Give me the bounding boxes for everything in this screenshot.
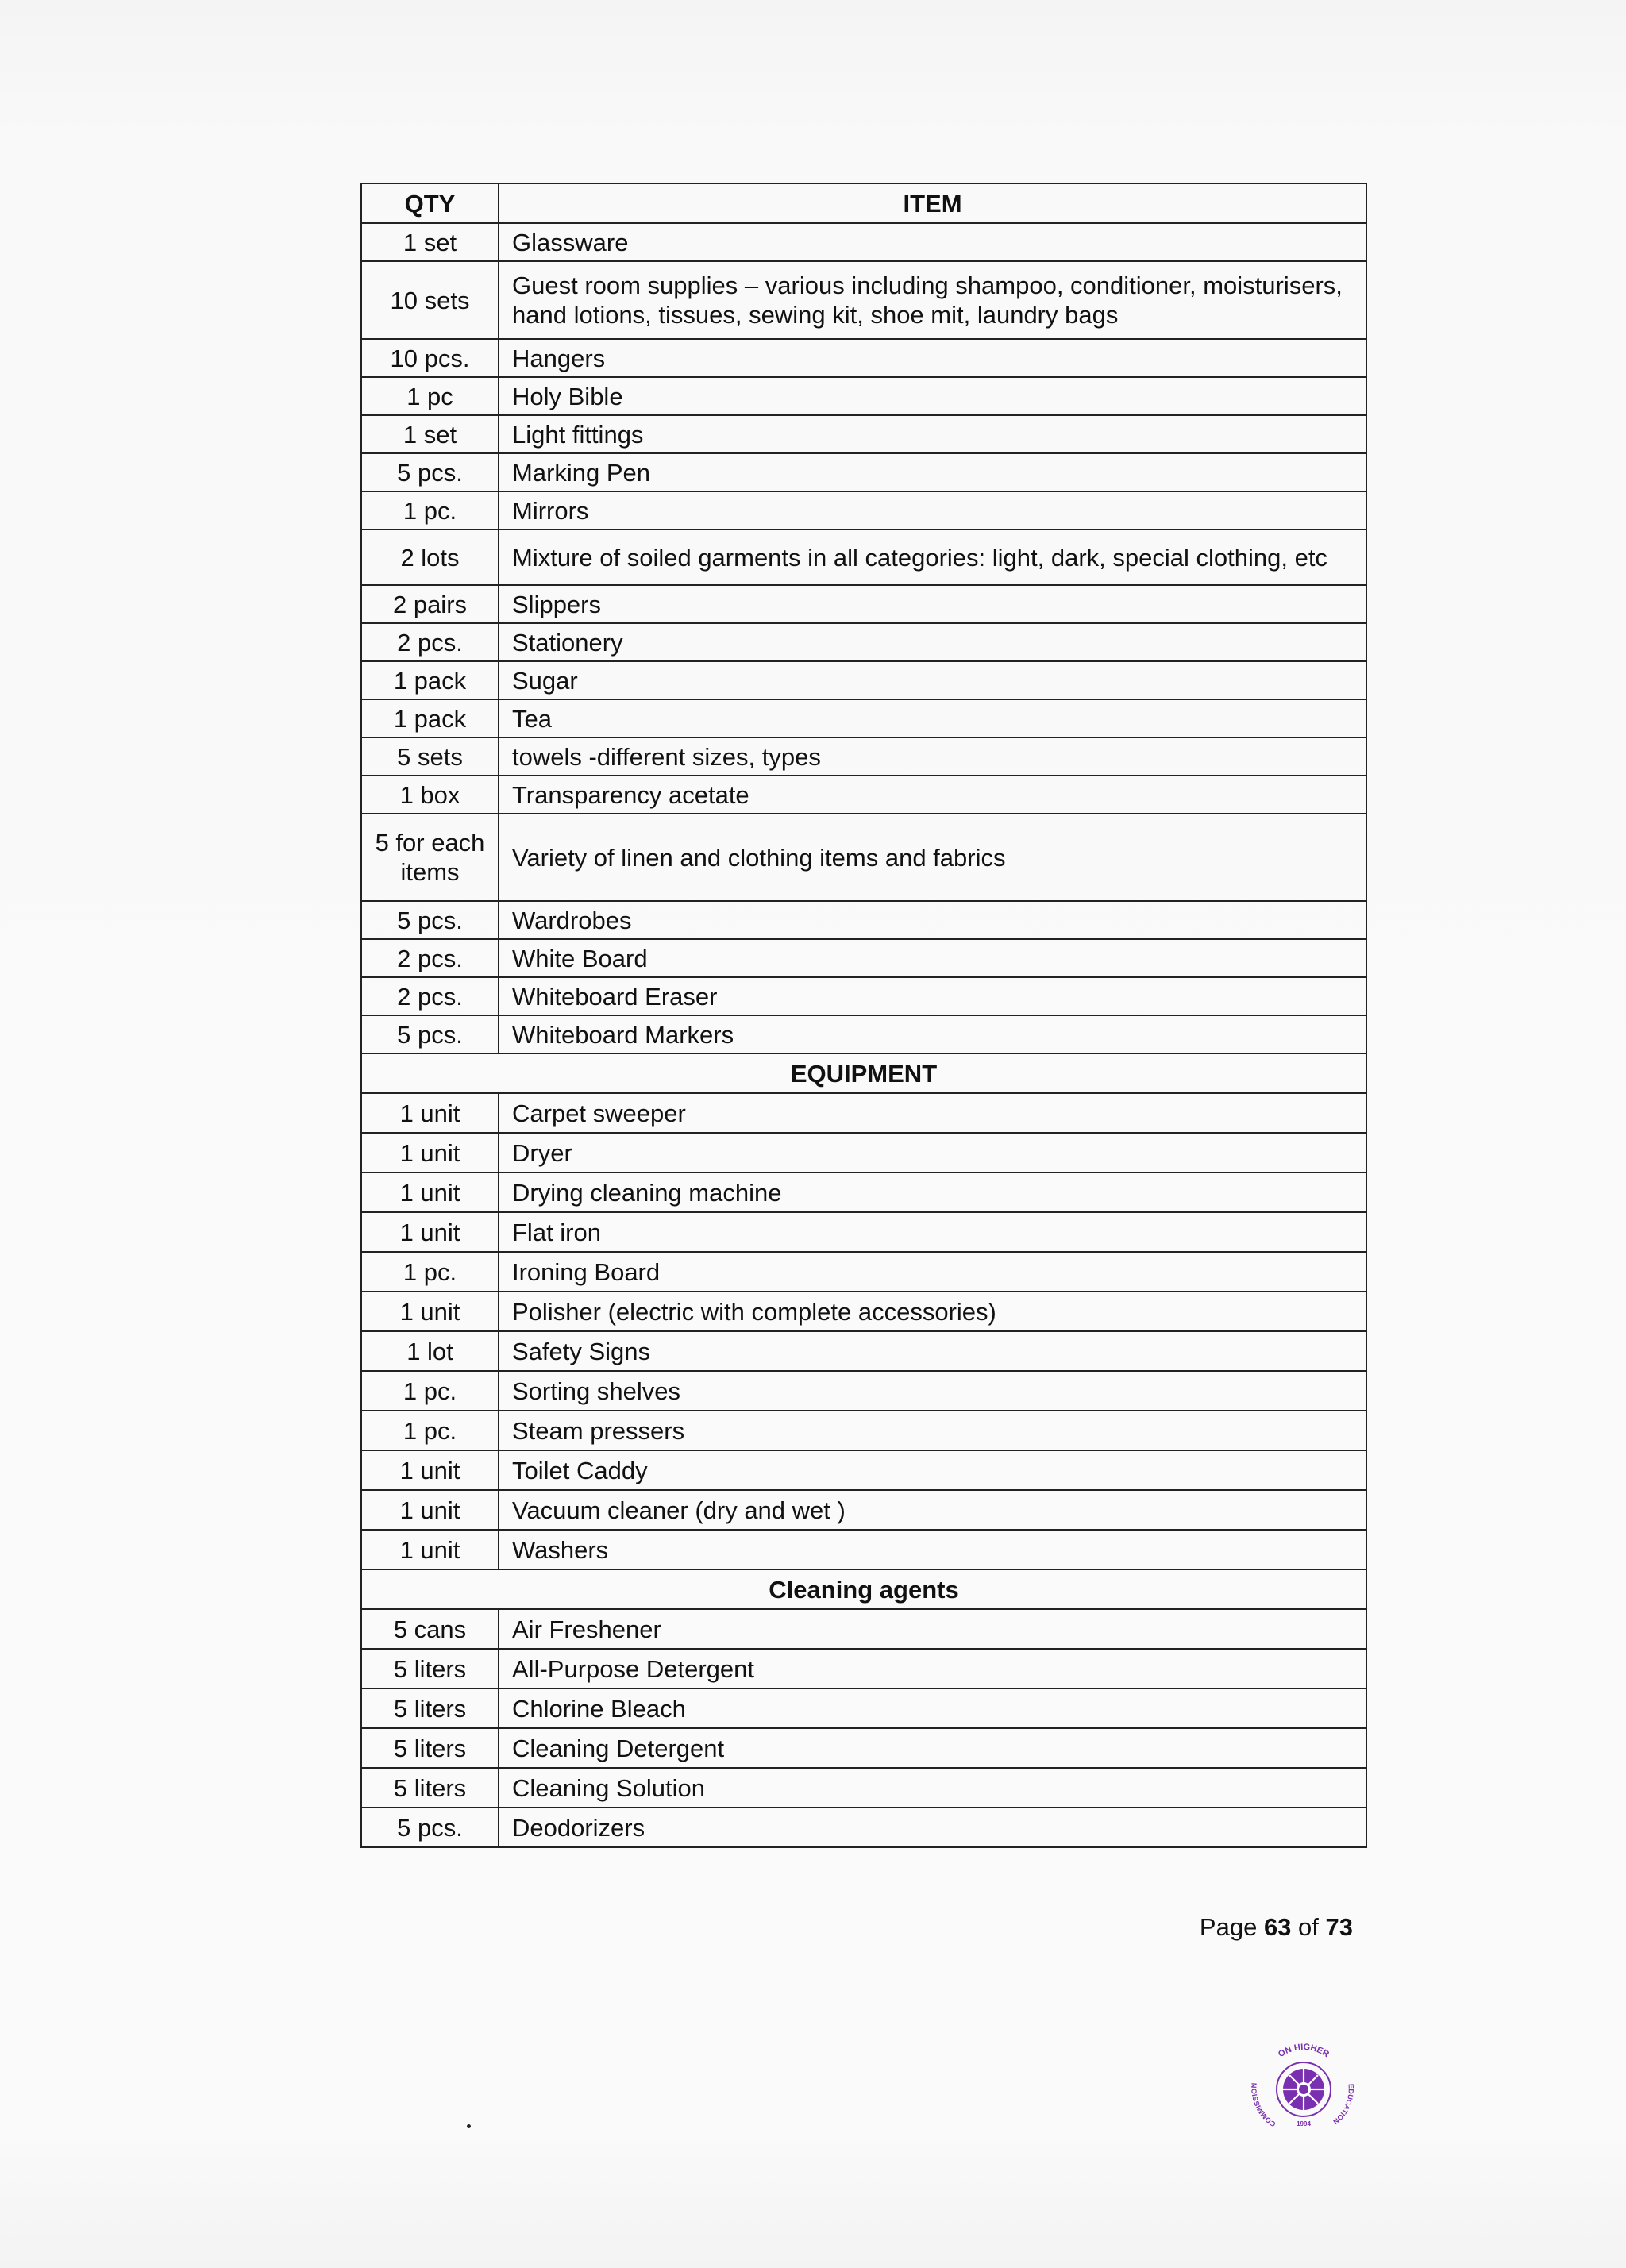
table-row bbox=[361, 1609, 1366, 1649]
qty-cell: 1 unit bbox=[361, 1133, 499, 1173]
item-cell: Whiteboard Markers bbox=[499, 1015, 1366, 1053]
item-cell: Steam pressers bbox=[499, 1411, 1366, 1450]
item-cell: Safety Signs bbox=[499, 1331, 1366, 1371]
table-row bbox=[361, 1530, 1366, 1569]
stray-mark bbox=[467, 2124, 471, 2128]
item-cell: Hangers bbox=[499, 339, 1366, 377]
item-cell: Wardrobes bbox=[499, 901, 1366, 939]
item-cell: Flat iron bbox=[499, 1212, 1366, 1252]
item-cell: Holy Bible bbox=[499, 377, 1366, 415]
table-row bbox=[361, 1212, 1366, 1252]
table-row bbox=[361, 491, 1366, 529]
table-row bbox=[361, 1768, 1366, 1808]
item-cell: Mirrors bbox=[499, 491, 1366, 529]
table-row bbox=[361, 339, 1366, 377]
table-row bbox=[361, 223, 1366, 261]
qty-cell: 1 set bbox=[361, 415, 499, 453]
table-row bbox=[361, 415, 1366, 453]
qty-cell: 2 pcs. bbox=[361, 939, 499, 977]
table-header-row bbox=[361, 183, 1366, 223]
table-row bbox=[361, 814, 1366, 901]
qty-cell: 2 lots bbox=[361, 529, 499, 585]
item-cell: Drying cleaning machine bbox=[499, 1173, 1366, 1212]
qty-header: QTY bbox=[361, 183, 499, 223]
item-cell: Ironing Board bbox=[499, 1252, 1366, 1292]
seal-year: 1994 bbox=[1297, 2120, 1311, 2127]
table-row bbox=[361, 1728, 1366, 1768]
qty-cell: 1 unit bbox=[361, 1490, 499, 1530]
table-row bbox=[361, 661, 1366, 699]
qty-cell: 5 pcs. bbox=[361, 901, 499, 939]
table-row bbox=[361, 623, 1366, 661]
qty-cell: 1 set bbox=[361, 223, 499, 261]
qty-cell: 1 pc bbox=[361, 377, 499, 415]
qty-cell: 1 unit bbox=[361, 1292, 499, 1331]
table-row bbox=[361, 1808, 1366, 1847]
item-cell: towels -different sizes, types bbox=[499, 737, 1366, 776]
qty-cell: 1 unit bbox=[361, 1173, 499, 1212]
item-cell: Cleaning Detergent bbox=[499, 1728, 1366, 1768]
table-row bbox=[361, 1252, 1366, 1292]
table-row bbox=[361, 1093, 1366, 1133]
item-cell: Air Freshener bbox=[499, 1609, 1366, 1649]
table-row bbox=[361, 1490, 1366, 1530]
table-row bbox=[361, 977, 1366, 1015]
inventory-table bbox=[360, 183, 1367, 1848]
item-cell: Guest room supplies – various including shampoo, conditioner, moisturisers, hand lotions, tissues, sewing kit, shoe mit, laundry bags bbox=[499, 261, 1366, 339]
equipment-heading: EQUIPMENT bbox=[361, 1053, 1366, 1093]
table-row bbox=[361, 737, 1366, 776]
qty-cell: 1 pc. bbox=[361, 1371, 499, 1411]
item-cell: Transparency acetate bbox=[499, 776, 1366, 814]
qty-cell: 10 sets bbox=[361, 261, 499, 339]
qty-cell: 1 pc. bbox=[361, 491, 499, 529]
item-cell: Cleaning Solution bbox=[499, 1768, 1366, 1808]
qty-cell: 5 cans bbox=[361, 1609, 499, 1649]
table-row bbox=[361, 1133, 1366, 1173]
qty-cell: 2 pcs. bbox=[361, 623, 499, 661]
page-current: 63 bbox=[1263, 1913, 1292, 1941]
item-cell: All-Purpose Detergent bbox=[499, 1649, 1366, 1688]
item-cell: Mixture of soiled garments in all categories: light, dark, special clothing, etc bbox=[499, 529, 1366, 585]
qty-cell: 5 pcs. bbox=[361, 453, 499, 491]
seal-text-right: EDUCATION bbox=[1331, 2083, 1355, 2127]
qty-cell: 10 pcs. bbox=[361, 339, 499, 377]
page-middle: of bbox=[1291, 1913, 1326, 1941]
item-cell: Sugar bbox=[499, 661, 1366, 699]
page-number bbox=[1159, 1913, 1353, 1942]
item-header: ITEM bbox=[499, 183, 1366, 223]
seal-text-top: ON HIGHER bbox=[1277, 2042, 1331, 2060]
svg-text:EDUCATION bbox=[1331, 2084, 1355, 2126]
svg-text:ON HIGHER bbox=[1277, 2043, 1331, 2059]
item-cell: Variety of linen and clothing items and fabrics bbox=[499, 814, 1366, 901]
table-row bbox=[361, 261, 1366, 339]
page-total: 73 bbox=[1325, 1913, 1353, 1941]
item-cell: Slippers bbox=[499, 585, 1366, 623]
item-cell: Tea bbox=[499, 699, 1366, 737]
table-row bbox=[361, 1688, 1366, 1728]
qty-cell: 5 pcs. bbox=[361, 1808, 499, 1847]
section-heading-row bbox=[361, 1569, 1366, 1609]
table-row bbox=[361, 529, 1366, 585]
item-cell: Stationery bbox=[499, 623, 1366, 661]
item-cell: Washers bbox=[499, 1530, 1366, 1569]
cleaning-agents-heading: Cleaning agents bbox=[361, 1569, 1366, 1609]
item-cell: Marking Pen bbox=[499, 453, 1366, 491]
table-row bbox=[361, 939, 1366, 977]
item-cell: Chlorine Bleach bbox=[499, 1688, 1366, 1728]
table-row bbox=[361, 901, 1366, 939]
qty-cell: 1 pc. bbox=[361, 1411, 499, 1450]
qty-cell: 2 pairs bbox=[361, 585, 499, 623]
table-row bbox=[361, 1371, 1366, 1411]
table-row bbox=[361, 1015, 1366, 1053]
section-heading-row bbox=[361, 1053, 1366, 1093]
item-cell: Vacuum cleaner (dry and wet ) bbox=[499, 1490, 1366, 1530]
seal-text-left: COMMISSION bbox=[1250, 2082, 1277, 2129]
item-cell: Whiteboard Eraser bbox=[499, 977, 1366, 1015]
qty-cell: 5 liters bbox=[361, 1649, 499, 1688]
table-row bbox=[361, 699, 1366, 737]
qty-cell: 5 pcs. bbox=[361, 1015, 499, 1053]
table-row bbox=[361, 1411, 1366, 1450]
item-cell: Polisher (electric with complete accessories) bbox=[499, 1292, 1366, 1331]
qty-cell: 1 unit bbox=[361, 1530, 499, 1569]
qty-cell: 1 lot bbox=[361, 1331, 499, 1371]
item-cell: Glassware bbox=[499, 223, 1366, 261]
qty-cell: 5 sets bbox=[361, 737, 499, 776]
qty-cell: 1 unit bbox=[361, 1212, 499, 1252]
table-row bbox=[361, 1331, 1366, 1371]
qty-cell: 1 pc. bbox=[361, 1252, 499, 1292]
page-prefix: Page bbox=[1199, 1913, 1264, 1941]
table-row bbox=[361, 1173, 1366, 1212]
table-row bbox=[361, 1450, 1366, 1490]
qty-cell: 5 liters bbox=[361, 1768, 499, 1808]
table-row bbox=[361, 1649, 1366, 1688]
qty-cell: 5 liters bbox=[361, 1688, 499, 1728]
qty-cell: 1 unit bbox=[361, 1450, 499, 1490]
item-cell: Sorting shelves bbox=[499, 1371, 1366, 1411]
item-cell: Carpet sweeper bbox=[499, 1093, 1366, 1133]
table-row bbox=[361, 585, 1366, 623]
table-row bbox=[361, 776, 1366, 814]
table-row bbox=[361, 377, 1366, 415]
qty-cell: 1 unit bbox=[361, 1093, 499, 1133]
item-cell: White Board bbox=[499, 939, 1366, 977]
table-row bbox=[361, 1292, 1366, 1331]
qty-cell: 5 for each items bbox=[361, 814, 499, 901]
qty-cell: 1 box bbox=[361, 776, 499, 814]
item-cell: Dryer bbox=[499, 1133, 1366, 1173]
qty-cell: 2 pcs. bbox=[361, 977, 499, 1015]
item-cell: Toilet Caddy bbox=[499, 1450, 1366, 1490]
qty-cell: 1 pack bbox=[361, 661, 499, 699]
item-cell: Deodorizers bbox=[499, 1808, 1366, 1847]
svg-text:COMMISSION bbox=[1250, 2083, 1277, 2128]
commission-seal-logo bbox=[1248, 2032, 1359, 2143]
item-cell: Light fittings bbox=[499, 415, 1366, 453]
table-row bbox=[361, 453, 1366, 491]
qty-cell: 1 pack bbox=[361, 699, 499, 737]
qty-cell: 5 liters bbox=[361, 1728, 499, 1768]
